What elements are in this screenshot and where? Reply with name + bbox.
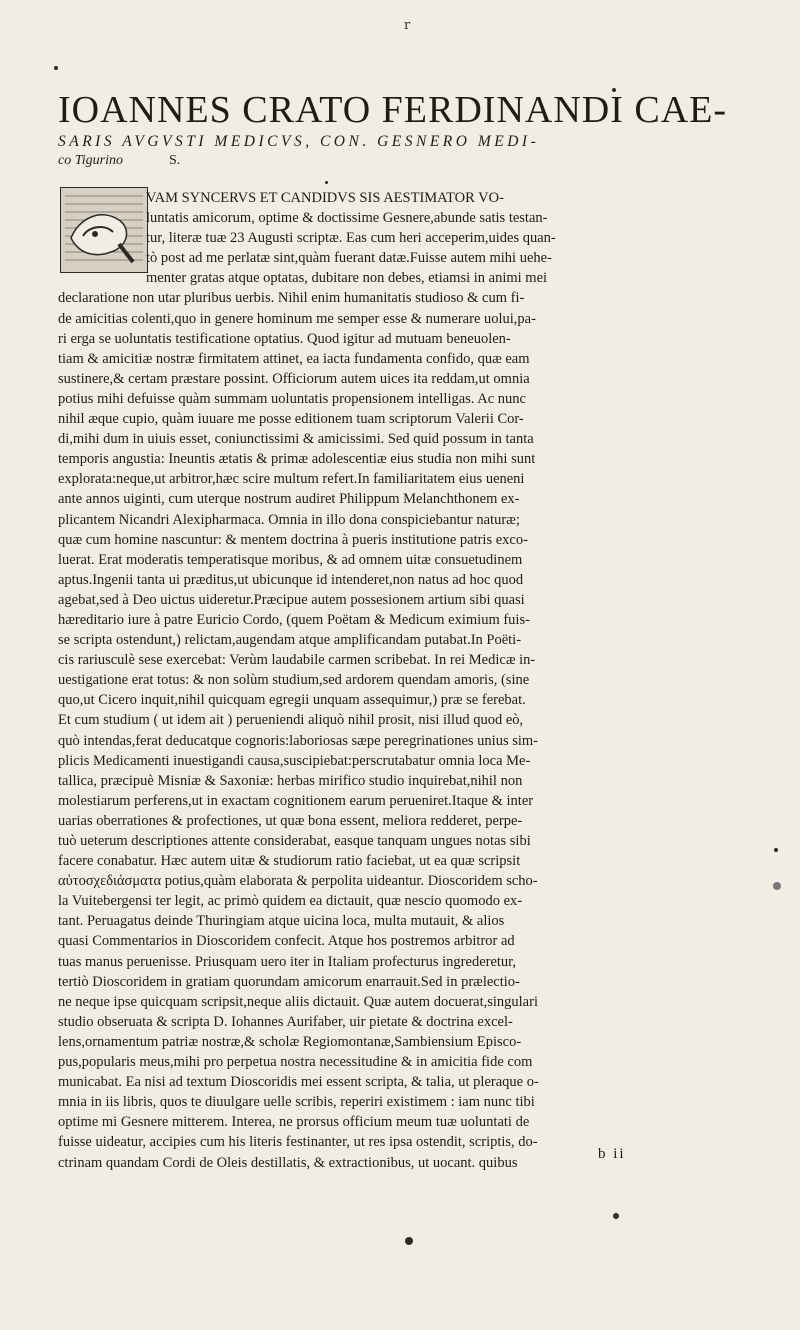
text-line: tuò ueterum descriptiones attente considerabat, easque tanquam ungues notas sibi [58,833,531,849]
ink-spot [774,848,778,852]
text-line: explorata:neque,ut arbitror,hæc scire multum refert.In familiaritatem eius ueneni [58,471,525,488]
text-line: cis rariusculè sese exercebat: Verùm laudabile carmen scribebat. In rei Medicæ in- [58,652,536,669]
text-line: tiam & amicitiæ nostræ firmitatem attinet, ea iacta fundamenta confido, quæ eam [58,350,530,367]
text-line: plicantem Nicandri Alexipharmaca. Omnia in illo dona conspiciebantur naturæ; [58,511,520,528]
text-line: αὐτοσχεδιάσματα potius,quàm elaborata & perpolita uideantur. Dioscoridem scho- [58,873,538,890]
letter-body [58,188,748,1173]
text-line: VAM SYNCERVS ET CANDIDVS SIS AESTIMATOR VO- [146,190,504,206]
text-line: luntatis amicorum, optime & doctissime Gesnere,abunde satis testan- [146,210,548,227]
top-mark: r [404,18,411,33]
text-line: Et cum studium ( ut idem ait ) perueniendi aliquò nihil prosit, nisi illud quod eò, [58,712,524,729]
text-line: uestigatione erat totus: & non solùm studium,sed ardorem quendam amoris, (sine [58,672,530,689]
text-line: sustinere,& certam præstare possint. Officiorum autem uices ita reddam,ut omnia [58,370,530,387]
ink-spot [405,1237,413,1245]
text-line: fuisse uideatur, accipies cum his literis festinanter, ut res ipsa ostendit, scriptis, do- [58,1134,538,1151]
title-line-1: IOANNES CRATO FERDINANDI CAE- [58,89,728,131]
text-line: ante annos uiginti, cum uterque nostrum audiret Philippum Melanchthonem ex- [58,491,520,508]
text-line: aptus.Ingenii tanta ui præditus,ut ubicunque id intenderet,non natus ad hoc quod [58,571,524,588]
text-line: tuas manus peruenisse. Priusquam uero iter in Italiam profecturus ingrederetur, [58,953,517,970]
text-line: quò intendas,ferat deducatque cognoris:laboriosas sæpe peregrinationes unius sim- [58,732,538,749]
text-line: studio obseruata & scripta D. Iohannes Aurifaber, uir pietate & doctrina excel- [58,1013,513,1030]
text-line: molestiarum perferens,ut in exactam cognitionem earum perueniret.Itaque & inter [58,792,534,809]
text-line: tò post ad me perlatæ sint,quàm fuerant datæ.Fuisse autem mihi uehe- [146,250,552,267]
text-line: la Vuitebergensi ter legit, ac primò quidem ea dictauit, quæ nescio quomodo ex- [58,893,523,910]
addressee-place: co Tigurino [58,153,123,168]
ink-spot [325,181,328,184]
text-line: lens,ornamentum patriæ nostræ,& scholæ Regiomontanæ,Sambiensium Episco- [58,1033,522,1050]
text-line: temporis angustia: Ineuntis ætatis & primæ adolescentiæ eius studia non mihi sunt [58,451,536,468]
text-line: hæreditario iure à patre Euricio Cordo, (quem Poëtam & Medicum eximium fuis- [58,611,530,628]
text-line: declaratione non utar pluribus uerbis. Nihil enim humanitatis studioso & cum fi- [58,290,525,307]
text-line: se scripta ostendunt,) relictam,augendam atque amplificandam putabat.In Poëti- [58,632,522,649]
text-line: tertiò Dioscoridem in gratiam quorundam amicorum enarrauit.Sed in prælectio- [58,973,520,990]
text-line: tur, literæ tuæ 23 Augusti scriptæ. Eas cum heri acceperim,uides quan- [146,230,556,247]
text-line: luerat. Erat moderatis temperatisque moribus, & ad omnem uitæ consuetudinem [58,551,523,568]
text-line: menter gratas atque optatas, dubitare non debes, etiamsi in animi mei [146,270,548,287]
text-line: ri erga se uoluntatis testificatione optatius. Quod igitur ad mutuam beneuolen- [58,330,511,347]
text-line: nihil æque cupio, quàm iuuare me posse editionem tuam scriptorum Valerii Cor- [58,411,524,428]
text-line: quo,ut Cicero inquit,nihil quicquam egregii unquam assequimur,) præ se ferebat. [58,692,526,709]
text-line: quæ cum homine nascuntur: & mentem doctrina à pueris institutione patris exco- [58,531,528,548]
text-line: facere conabatur. Hæc autem uitæ & studiorum ratio faciebat, ut ea quæ scripsit [58,853,521,870]
salutation: S. [168,153,181,168]
title-line-2: SARIS AVGVSTI MEDICVS, CON. GESNERO MEDI- [58,133,540,150]
text-line: tant. Peruagatus deinde Thuringiam atque uicina loca, multa mutauit, & alios [58,913,505,930]
text-line: tallica, præcipuè Misniæ & Saxoniæ: herbas mirifico studio inquirebat,nihil non [58,772,523,789]
ink-spot [773,882,781,890]
text-line: uarias oberrationes & profectiones, ut quæ bona essent, meliora redderet, perpe- [58,812,523,829]
text-line: di,mihi dum in uiuis esset, coniunctissimi & amicissimi. Sed quid possum in tanta [58,431,534,448]
ink-spot [54,66,58,70]
title-line-3 [58,153,180,169]
text-line: ne neque ipse quicquam scripsit,neque aliis dictauit. Quæ autem docuerat,singulari [58,993,538,1010]
signature-mark: b ii [598,1146,626,1162]
text-line: quasi Commentarios in Dioscoridem confecit. Atque hos postremos arbitror ad [58,933,515,950]
text-line: mnia in iis libris, quos te diuulgare uelle scribis, reperiri existimem : iam nunc tibi [58,1094,535,1111]
text-line: de amicitias colenti,quo in genere hominum me semper esse & numerare uolui,pa- [58,310,536,327]
text-line: municabat. Ea nisi ad textum Dioscoridis mei essent scripta, & talia, ut pleraque o- [58,1074,539,1091]
text-line: potius mihi defuisse quàm summam uoluntatis propensionem intelligas. Ac nunc [58,390,526,407]
text-line: optime mi Gesnere mitterem. Interea, ne prorsus officium meum tuæ uoluntati de [58,1114,530,1131]
text-line: ctrinam quandam Cordi de Oleis destillatis, & extractionibus, ut uocant. quibus [58,1154,518,1171]
text-line: pus,popularis meus,mihi pro perpetua nostra necessitudine & in amicitia fide com [58,1054,533,1071]
text-line: agebat,sed à Deo uictus uideretur.Præcipue autem possesionem artium sibi quasi [58,591,525,608]
text-line: plicis Medicamenti inuestigandi causa,suscipiebat:perscrutabatur omnia loca Me- [58,752,531,769]
ink-spot [613,1213,619,1219]
